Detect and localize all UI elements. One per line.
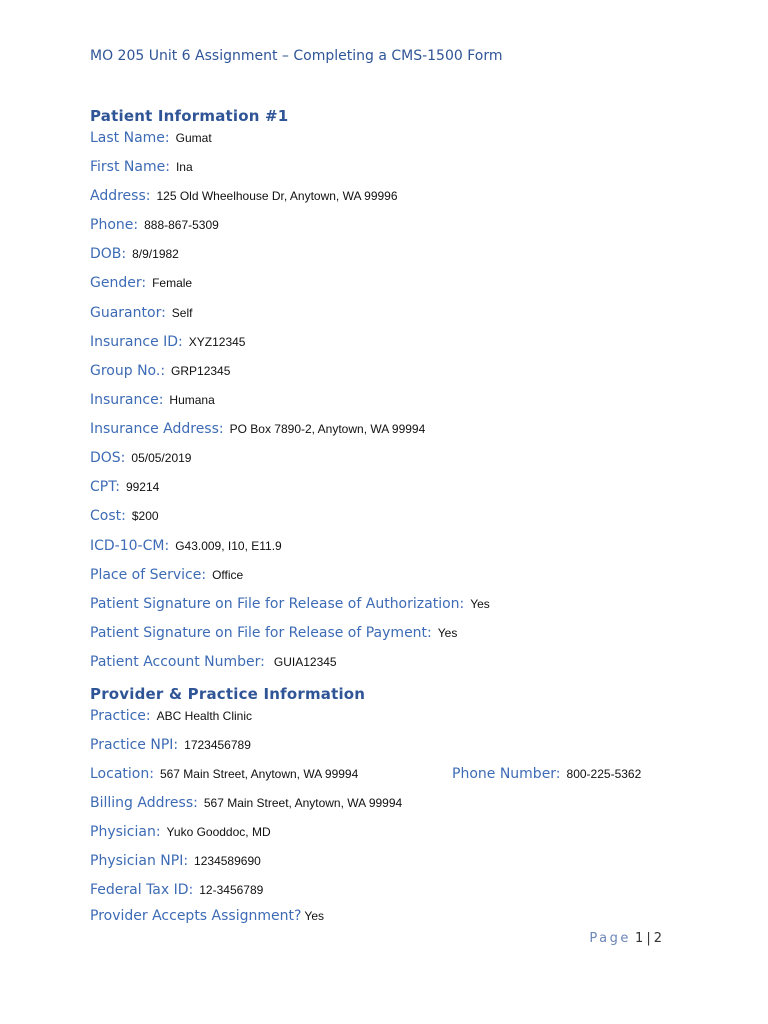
field-cpt	[90, 477, 159, 496]
page-separator: |	[646, 931, 651, 946]
field-label: Place of Service:	[90, 567, 207, 583]
field-label: Group No.:	[90, 363, 166, 379]
field-label: Patient Account Number:	[90, 654, 265, 670]
field-value: GUIA12345	[273, 655, 337, 669]
field-insurance-address	[90, 419, 425, 438]
field-gender	[90, 273, 192, 292]
field-value: 05/05/2019	[131, 451, 192, 465]
field-value: 1234589690	[194, 854, 261, 868]
field-label: Guarantor:	[90, 305, 166, 321]
field-phone-number	[452, 764, 641, 783]
field-label: Practice NPI:	[90, 737, 179, 753]
field-value: 99214	[125, 480, 160, 494]
field-value: 8/9/1982	[132, 247, 179, 261]
field-last-name	[90, 128, 212, 147]
field-label: Phone Number:	[452, 766, 561, 782]
field-value: 567 Main Street, Anytown, WA 99994	[203, 796, 403, 810]
field-patient-account-number	[90, 652, 337, 671]
field-label: Practice:	[90, 708, 151, 724]
field-value: Female	[152, 276, 193, 290]
field-label: Billing Address:	[90, 795, 198, 811]
field-insurance-id	[90, 332, 245, 351]
field-value: Gumat	[175, 131, 212, 145]
field-label: Location:	[90, 766, 154, 782]
field-label: Physician:	[90, 824, 161, 840]
field-label: Insurance Address:	[90, 421, 224, 437]
field-value: Ina	[175, 160, 193, 174]
field-value: XYZ12345	[188, 335, 246, 349]
field-label: Last Name:	[90, 130, 170, 146]
field-signature-payment	[90, 623, 457, 642]
field-label: DOS:	[90, 450, 126, 466]
field-label: ICD-10-CM:	[90, 538, 170, 554]
field-signature-authorization	[90, 594, 490, 613]
field-label: Address:	[90, 188, 151, 204]
document-title: MO 205 Unit 6 Assignment – Completing a CMS-1500 Form	[90, 48, 503, 64]
field-label: DOB:	[90, 246, 127, 262]
field-label: Patient Signature on File for Release of Payment:	[90, 625, 432, 641]
field-value: 12-3456789	[199, 883, 264, 897]
field-value: G43.009, I10, E11.9	[175, 539, 282, 553]
field-value: GRP12345	[171, 364, 231, 378]
field-address	[90, 186, 398, 205]
field-label: Gender:	[90, 275, 147, 291]
field-value: $200	[131, 509, 159, 523]
page-current: 1	[635, 931, 644, 946]
field-value: 800-225-5362	[566, 767, 642, 781]
field-practice-npi	[90, 735, 251, 754]
field-value: Yes	[304, 909, 324, 923]
field-dos	[90, 448, 191, 467]
page-word: Page	[589, 931, 631, 946]
field-value: 567 Main Street, Anytown, WA 99994	[159, 767, 359, 781]
field-phone	[90, 215, 219, 234]
field-label: Patient Signature on File for Release of Authorization:	[90, 596, 465, 612]
field-physician-npi	[90, 851, 261, 870]
field-icd-10-cm	[90, 536, 282, 555]
field-label: Phone:	[90, 217, 139, 233]
field-value: 888-867-5309	[144, 218, 219, 232]
field-value: PO Box 7890-2, Anytown, WA 99994	[229, 422, 426, 436]
field-practice	[90, 706, 252, 725]
field-label: Physician NPI:	[90, 853, 189, 869]
field-value: 125 Old Wheelhouse Dr, Anytown, WA 99996	[156, 189, 398, 203]
field-label: CPT:	[90, 479, 120, 495]
field-value: ABC Health Clinic	[156, 709, 253, 723]
field-value: Humana	[169, 393, 215, 407]
field-label: Federal Tax ID:	[90, 882, 194, 898]
field-location	[90, 764, 358, 783]
page-total: 2	[653, 931, 662, 946]
field-federal-tax-id	[90, 880, 263, 899]
field-first-name	[90, 157, 193, 176]
field-label: First Name:	[90, 159, 170, 175]
field-label: Provider Accepts Assignment?	[90, 908, 302, 924]
field-physician	[90, 822, 271, 841]
field-value: Yes	[437, 626, 458, 640]
field-group-no	[90, 361, 230, 380]
field-insurance	[90, 390, 215, 409]
field-value: Self	[171, 306, 193, 320]
field-label: Cost:	[90, 508, 126, 524]
field-label: Insurance:	[90, 392, 164, 408]
field-billing-address	[90, 793, 402, 812]
page-footer	[589, 931, 662, 946]
field-value: Office	[212, 568, 244, 582]
field-dob	[90, 244, 179, 263]
field-label: Insurance ID:	[90, 334, 183, 350]
field-place-of-service	[90, 565, 243, 584]
field-provider-accepts-assignment	[90, 906, 324, 925]
field-guarantor	[90, 303, 192, 322]
provider-section-heading: Provider & Practice Information	[90, 685, 366, 703]
field-value: Yuko Gooddoc, MD	[166, 825, 271, 839]
field-cost	[90, 506, 159, 525]
patient-section-heading: Patient Information #1	[90, 107, 289, 125]
field-value: Yes	[470, 597, 490, 611]
field-value: 1723456789	[184, 738, 251, 752]
